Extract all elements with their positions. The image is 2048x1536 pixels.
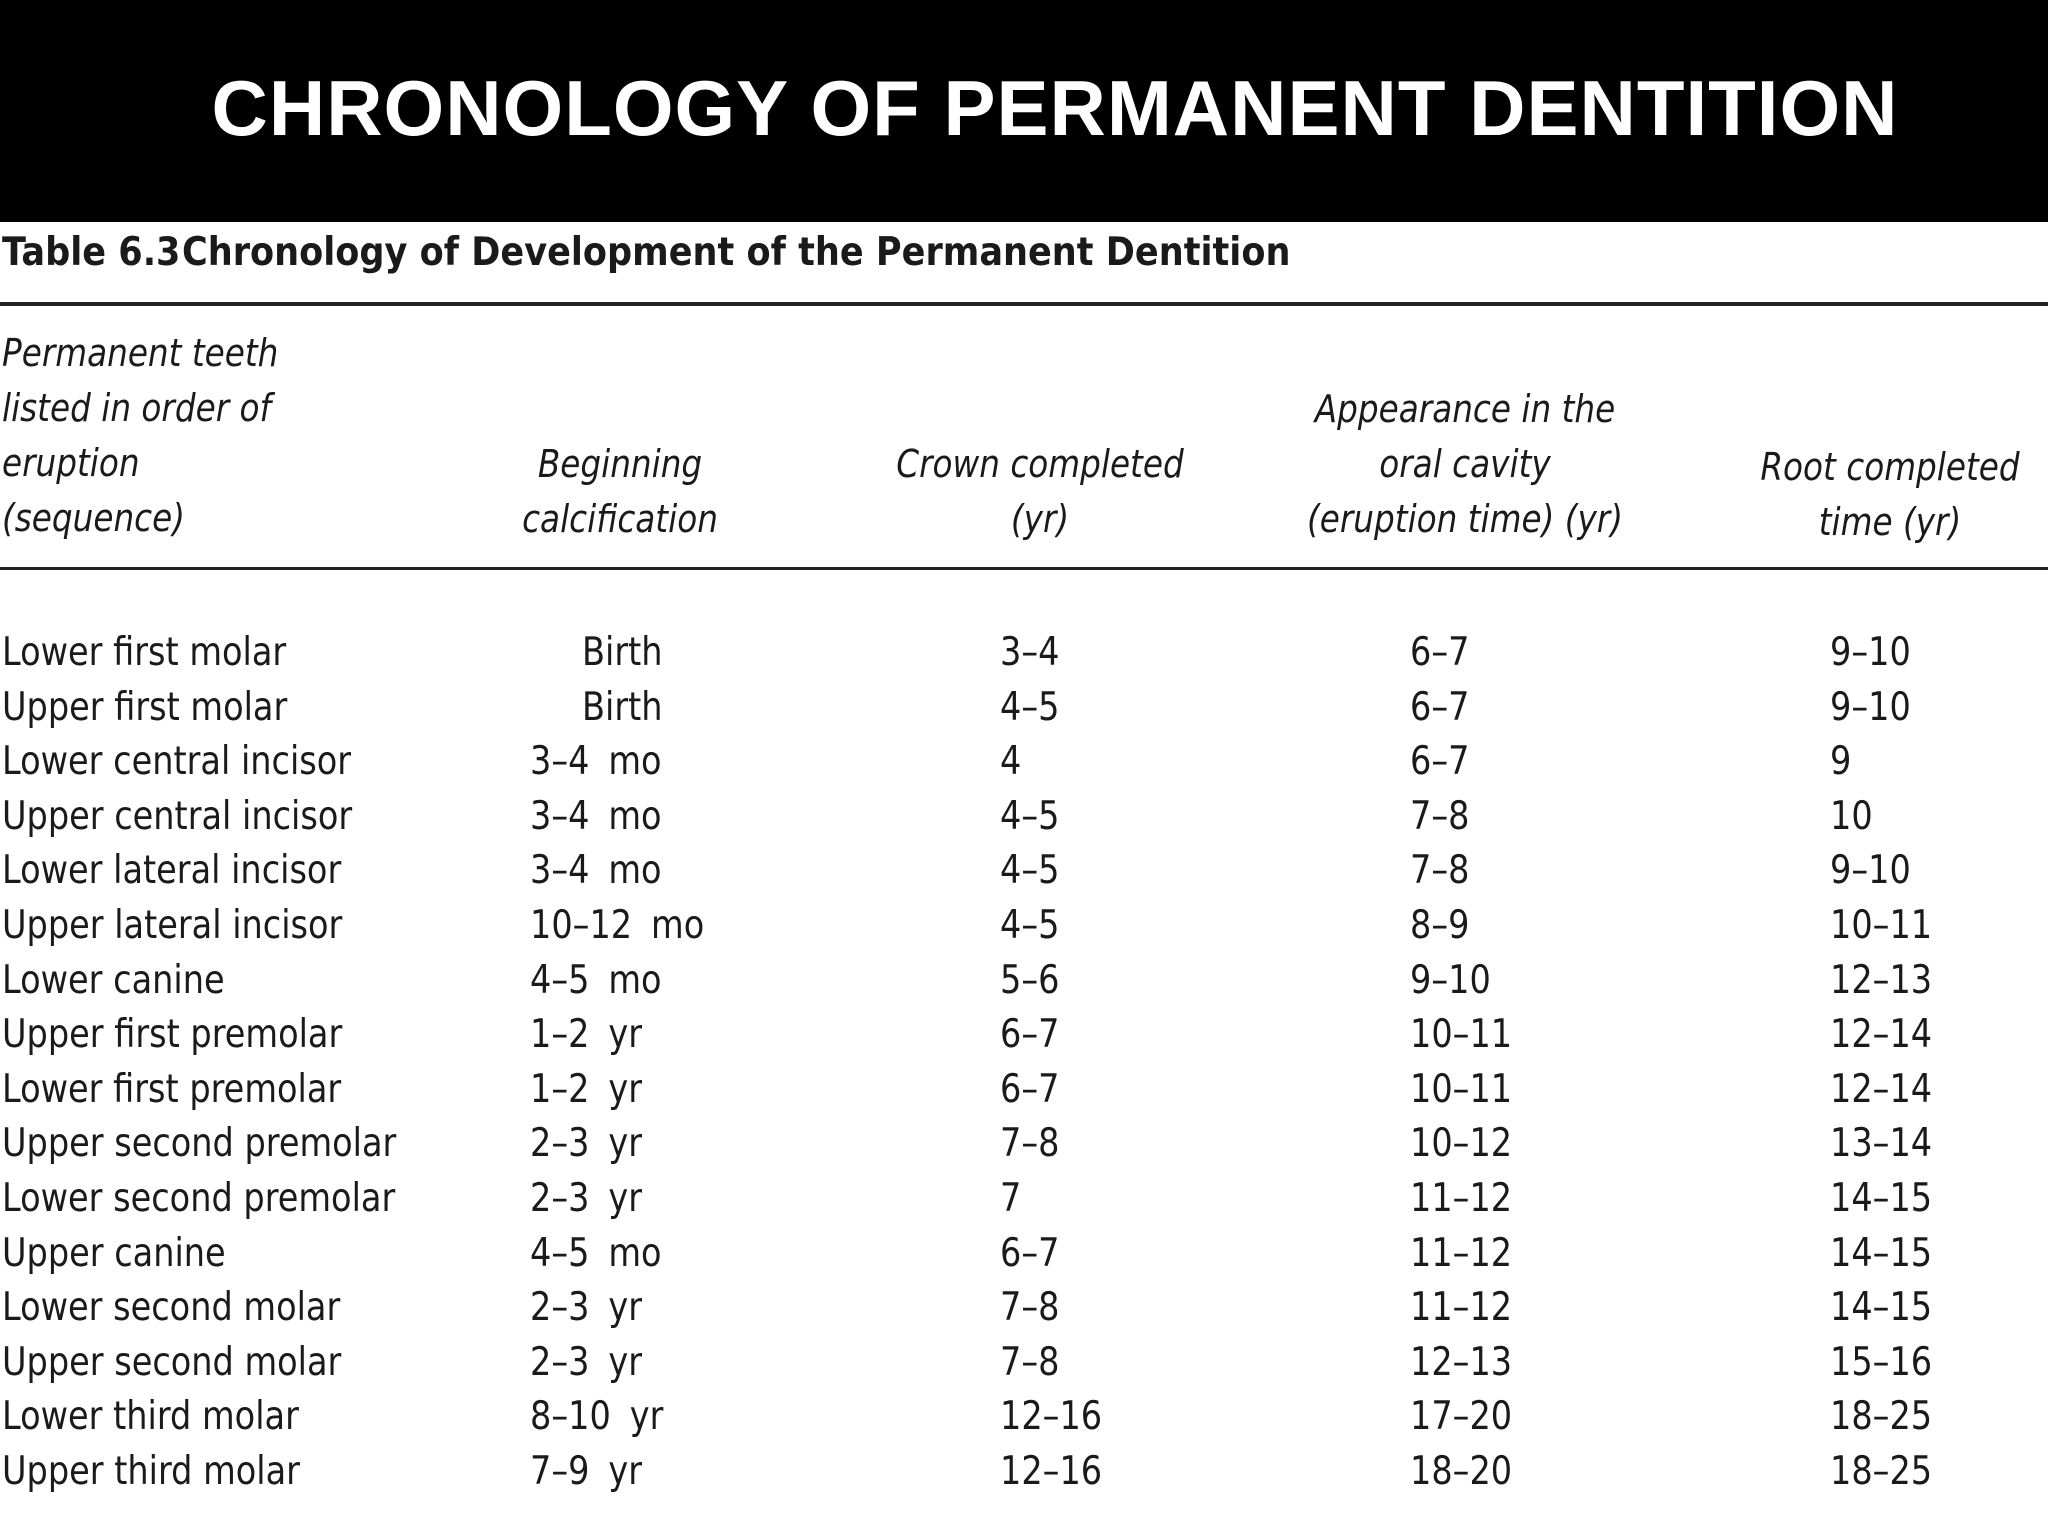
- calcification-unit: mo: [608, 739, 662, 785]
- cell-tooth: Lower canine: [2, 957, 225, 1003]
- cell-eruption-time: 18–20: [1410, 1448, 1513, 1494]
- cell-beginning-calcification: [530, 1063, 642, 1117]
- cell-crown-completed: 6–7: [1000, 1230, 1060, 1276]
- cell-root-completed: 18–25: [1830, 1448, 1933, 1494]
- cell-eruption-time: 17–20: [1410, 1394, 1513, 1440]
- cell-eruption-time: 6–7: [1410, 739, 1470, 785]
- cell-beginning-calcification: [530, 1336, 642, 1390]
- cell-tooth: Upper second premolar: [2, 1121, 397, 1167]
- cell-eruption-time: 11–12: [1410, 1285, 1513, 1331]
- cell-crown-completed: 12–16: [1000, 1448, 1103, 1494]
- cell-tooth: Lower central incisor: [2, 739, 352, 785]
- cell-eruption-time: 7–8: [1410, 848, 1470, 894]
- table-row: [0, 844, 2048, 899]
- cell-crown-completed: 12–16: [1000, 1394, 1103, 1440]
- calcification-unit: mo: [608, 1230, 662, 1276]
- cell-root-completed: 14–15: [1830, 1285, 1933, 1331]
- calcification-unit: yr: [608, 1339, 643, 1385]
- calcification-unit: yr: [608, 1012, 643, 1058]
- cell-beginning-calcification: [530, 735, 662, 789]
- cell-crown-completed: 7–8: [1000, 1285, 1060, 1331]
- cell-root-completed: 9–10: [1830, 848, 1911, 894]
- calcification-value: Birth: [582, 684, 663, 730]
- table-header-rule: [0, 567, 2048, 570]
- calcification-unit: mo: [608, 848, 662, 894]
- table-row: [0, 1063, 2048, 1118]
- table-row: [0, 1227, 2048, 1282]
- header-beginning-calcification: Beginning calcification: [522, 442, 718, 541]
- cell-beginning-calcification: [530, 899, 704, 953]
- table-top-rule: [0, 302, 2048, 306]
- cell-beginning-calcification: [582, 681, 663, 735]
- cell-beginning-calcification: [530, 1445, 642, 1499]
- table-row: [0, 1390, 2048, 1445]
- calcification-unit: yr: [629, 1394, 664, 1440]
- calcification-value: 2–3: [530, 1339, 590, 1385]
- calcification-value: 2–3: [530, 1175, 590, 1221]
- calcification-value: 4–5: [530, 957, 590, 1003]
- table-row: [0, 899, 2048, 954]
- cell-crown-completed: 5–6: [1000, 957, 1060, 1003]
- slide-title: CHRONOLOGY OF PERMANENT DENTITION: [211, 64, 1899, 152]
- cell-tooth: Upper first molar: [2, 684, 288, 730]
- cell-tooth: Upper third molar: [2, 1448, 300, 1494]
- header-crown-completed: Crown completed (yr): [896, 442, 1184, 541]
- cell-crown-completed: 4–5: [1000, 793, 1060, 839]
- cell-root-completed: 10: [1830, 793, 1873, 839]
- calcification-unit: mo: [651, 902, 705, 948]
- header-root-completed: Root completed time (yr): [1760, 445, 2020, 544]
- table-row: [0, 790, 2048, 845]
- cell-root-completed: 14–15: [1830, 1230, 1933, 1276]
- cell-root-completed: 12–14: [1830, 1012, 1933, 1058]
- table-row: [0, 1445, 2048, 1500]
- cell-eruption-time: 10–11: [1410, 1012, 1513, 1058]
- cell-beginning-calcification: [530, 954, 662, 1008]
- table-number: Table 6.3: [2, 230, 181, 275]
- cell-eruption-time: 8–9: [1410, 902, 1470, 948]
- cell-root-completed: 9–10: [1830, 684, 1911, 730]
- calcification-value: 1–2: [530, 1066, 590, 1112]
- table-row: [0, 1281, 2048, 1336]
- calcification-value: 3–4: [530, 739, 590, 785]
- cell-root-completed: 15–16: [1830, 1339, 1933, 1385]
- table-body: [0, 626, 2048, 1500]
- cell-crown-completed: 4–5: [1000, 684, 1060, 730]
- calcification-unit: yr: [608, 1448, 643, 1494]
- calcification-value: 4–5: [530, 1230, 590, 1276]
- cell-crown-completed: 7: [1000, 1175, 1022, 1221]
- cell-root-completed: 9–10: [1830, 630, 1911, 675]
- cell-tooth: Upper central incisor: [2, 793, 353, 839]
- calcification-value: 2–3: [530, 1121, 590, 1167]
- calcification-value: 1–2: [530, 1012, 590, 1058]
- cell-tooth: Upper lateral incisor: [2, 902, 343, 948]
- cell-crown-completed: 4: [1000, 739, 1022, 785]
- cell-root-completed: 12–13: [1830, 957, 1933, 1003]
- cell-beginning-calcification: [530, 790, 662, 844]
- cell-tooth: Upper second molar: [2, 1339, 342, 1385]
- cell-beginning-calcification: [582, 626, 663, 680]
- cell-beginning-calcification: [530, 1227, 662, 1281]
- cell-eruption-time: 6–7: [1410, 684, 1470, 730]
- cell-crown-completed: 7–8: [1000, 1121, 1060, 1167]
- cell-tooth: Lower lateral incisor: [2, 848, 342, 894]
- header-permanent-teeth: Permanent teeth listed in order of eruption (sequence): [2, 331, 279, 540]
- cell-eruption-time: 6–7: [1410, 630, 1470, 675]
- cell-tooth: Lower first molar: [2, 630, 287, 675]
- cell-crown-completed: 6–7: [1000, 1066, 1060, 1112]
- cell-crown-completed: 7–8: [1000, 1339, 1060, 1385]
- cell-eruption-time: 10–11: [1410, 1066, 1513, 1112]
- table-row: [0, 735, 2048, 790]
- cell-eruption-time: 12–13: [1410, 1339, 1513, 1385]
- table-caption: [2, 226, 1290, 280]
- cell-beginning-calcification: [530, 1281, 642, 1335]
- table-row: [0, 1172, 2048, 1227]
- header-eruption-time: Appearance in the oral cavity (eruption time) (yr): [1307, 387, 1623, 541]
- calcification-unit: yr: [608, 1066, 643, 1112]
- calcification-unit: mo: [608, 957, 662, 1003]
- table-caption-text: Chronology of Development of the Permanent Dentition: [182, 230, 1291, 275]
- table-row: [0, 1336, 2048, 1391]
- cell-beginning-calcification: [530, 1390, 663, 1444]
- calcification-value: 7–9: [530, 1448, 590, 1494]
- cell-eruption-time: 11–12: [1410, 1175, 1513, 1221]
- calcification-value: 3–4: [530, 848, 590, 894]
- calcification-value: Birth: [582, 630, 663, 675]
- cell-tooth: Lower second molar: [2, 1285, 341, 1331]
- cell-eruption-time: 10–12: [1410, 1121, 1513, 1167]
- cell-beginning-calcification: [530, 844, 662, 898]
- cell-crown-completed: 6–7: [1000, 1012, 1060, 1058]
- calcification-value: 10–12: [530, 902, 633, 948]
- calcification-unit: yr: [608, 1285, 643, 1331]
- cell-eruption-time: 7–8: [1410, 793, 1470, 839]
- calcification-value: 2–3: [530, 1285, 590, 1331]
- cell-root-completed: 13–14: [1830, 1121, 1933, 1167]
- table-row: [0, 1008, 2048, 1063]
- cell-eruption-time: 11–12: [1410, 1230, 1513, 1276]
- calcification-unit: mo: [608, 793, 662, 839]
- cell-tooth: Lower first premolar: [2, 1066, 342, 1112]
- calcification-unit: yr: [608, 1121, 643, 1167]
- cell-crown-completed: 4–5: [1000, 848, 1060, 894]
- cell-crown-completed: 3–4: [1000, 630, 1060, 675]
- table-row: [0, 626, 2048, 681]
- table-row: [0, 954, 2048, 1009]
- cell-beginning-calcification: [530, 1008, 642, 1062]
- cell-eruption-time: 9–10: [1410, 957, 1491, 1003]
- calcification-unit: yr: [608, 1175, 643, 1221]
- cell-root-completed: 9: [1830, 739, 1852, 785]
- cell-crown-completed: 4–5: [1000, 902, 1060, 948]
- cell-root-completed: 10–11: [1830, 902, 1933, 948]
- cell-tooth: Upper canine: [2, 1230, 226, 1276]
- cell-root-completed: 12–14: [1830, 1066, 1933, 1112]
- cell-beginning-calcification: [530, 1117, 642, 1171]
- cell-beginning-calcification: [530, 1172, 642, 1226]
- cell-tooth: Upper first premolar: [2, 1012, 343, 1058]
- table-row: [0, 681, 2048, 736]
- cell-tooth: Lower third molar: [2, 1394, 299, 1440]
- calcification-value: 8–10: [530, 1394, 611, 1440]
- cell-root-completed: 14–15: [1830, 1175, 1933, 1221]
- cell-tooth: Lower second premolar: [2, 1175, 396, 1221]
- table-row: [0, 1117, 2048, 1172]
- cell-root-completed: 18–25: [1830, 1394, 1933, 1440]
- calcification-value: 3–4: [530, 793, 590, 839]
